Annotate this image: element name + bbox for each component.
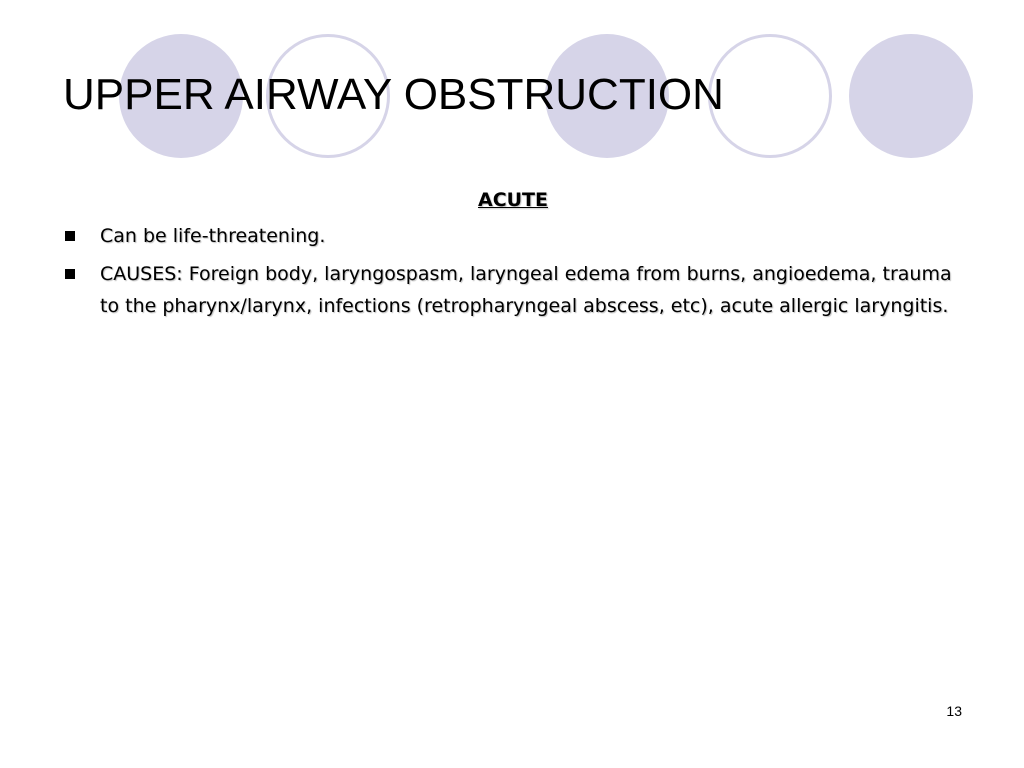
- decorative-circle-filled: [849, 34, 973, 158]
- bullet-item: [63, 258, 963, 322]
- bullet-item: [63, 220, 963, 252]
- slide-content: [63, 184, 963, 328]
- square-bullet-icon: [65, 269, 75, 279]
- bullet-text: CAUSES: Foreign body, laryngospasm, laryngeal edema from burns, angioedema, trauma to the pharynx/larynx, infections (retropharyngeal abscess, etc), acute allergic laryngitis.: [100, 263, 952, 317]
- bullet-list: [63, 220, 963, 322]
- decorative-circle-outline: [708, 34, 832, 158]
- page-number: 13: [946, 703, 962, 719]
- bullet-text: Can be life-threatening.: [100, 225, 326, 247]
- square-bullet-icon: [65, 231, 75, 241]
- slide-title: UPPER AIRWAY OBSTRUCTION: [63, 70, 724, 119]
- section-subheading: ACUTE: [477, 189, 549, 211]
